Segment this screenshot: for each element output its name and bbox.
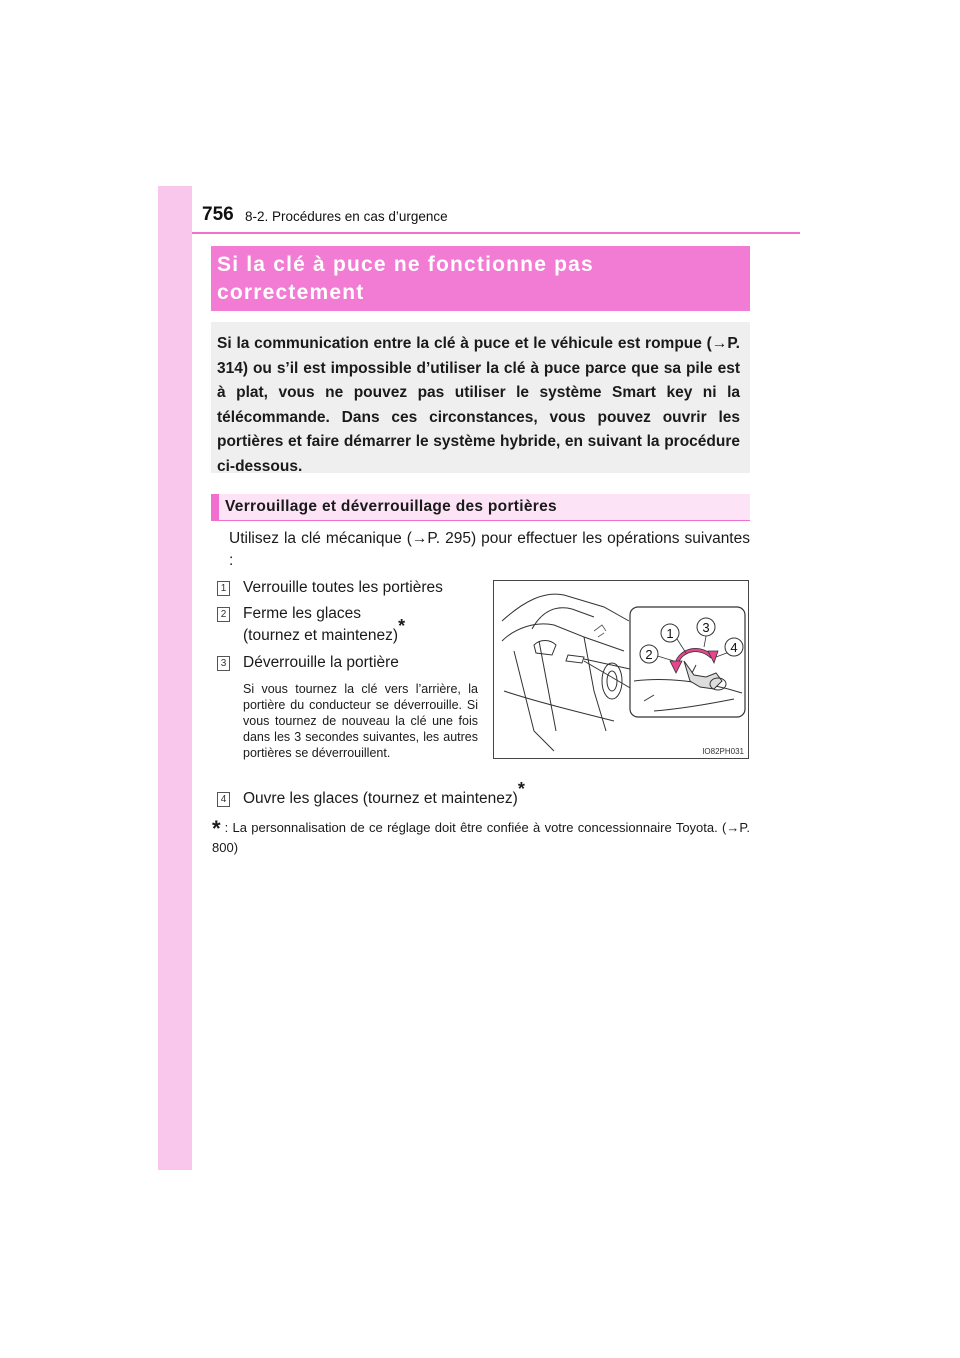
item-2-text-line1: Ferme les glaces [243, 605, 362, 622]
item-number-4: 4 [217, 792, 230, 807]
subheading-divider [211, 520, 750, 521]
page-title-banner [211, 246, 750, 311]
subheading-accent [211, 494, 219, 520]
illustration-code: IO82PH031 [702, 747, 744, 756]
callout-3-label: 3 [702, 620, 710, 635]
intro-text: Si la communication entre la clé à puce et le véhicule est rompue (→P. 314) ou s’il est impossible d’utiliser la clé à puce parce que sa pile est à plat, vous ne pouvez pas utiliser le système Smart key ni la télécommande. Dans ces circonstances, vous pouvez ouvrir les portières et faire démarrer le système hybride, en suivant la procédure ci-dessous. [217, 335, 740, 475]
section-title: 8-2. Procédures en cas d’urgence [245, 209, 448, 224]
page-title-line1: Si la clé à puce ne fonctionne pas [217, 253, 594, 276]
item-3-note: Si vous tournez la clé vers l’arrière, la portière du conducteur se déverrouille. Si vous tournez de nouveau la clé une fois dans les 3 secondes suivantes, les autres portières se déverrouillent. [243, 682, 478, 760]
asterisk-mark: * [517, 779, 525, 799]
item-4-text-label: Ouvre les glaces (tournez et maintenez) [243, 790, 518, 807]
item-number-1: 1 [217, 581, 230, 596]
page-title-line2: correctement [217, 281, 365, 304]
illustration-drawing [494, 581, 748, 758]
header-divider [192, 232, 800, 234]
callout-1-label: 1 [666, 626, 674, 641]
car-door-key-illustration [493, 580, 749, 759]
footnote [212, 818, 750, 857]
body-text: Utilisez la clé mécanique (→P. 295) pour effectuer les opérations suivantes : [229, 530, 750, 569]
item-4-text [243, 779, 525, 810]
item-3-text: Déverrouille la portière [243, 654, 399, 671]
footnote-text: : La personnalisation de ce réglage doit être confiée à votre concessionnaire Toyota. (→P. 800) [212, 820, 750, 855]
callout-2-label: 2 [645, 647, 653, 662]
callout-4-label: 4 [730, 640, 738, 655]
subheading-bar [211, 494, 750, 520]
subheading-text: Verrouillage et déverrouillage des portières [225, 498, 557, 515]
intro-box [211, 322, 750, 473]
item-number-3: 3 [217, 656, 230, 671]
page-number: 756 [202, 204, 234, 225]
chapter-sidebar-tab [158, 186, 192, 1170]
item-2-text-line2-label: (tournez et maintenez) [243, 627, 399, 644]
asterisk-mark: * [398, 616, 406, 636]
item-1-text: Verrouille toutes les portières [243, 579, 443, 596]
item-2-text-line2 [243, 616, 406, 647]
item-number-2: 2 [217, 607, 230, 622]
footnote-asterisk: * [212, 816, 221, 841]
